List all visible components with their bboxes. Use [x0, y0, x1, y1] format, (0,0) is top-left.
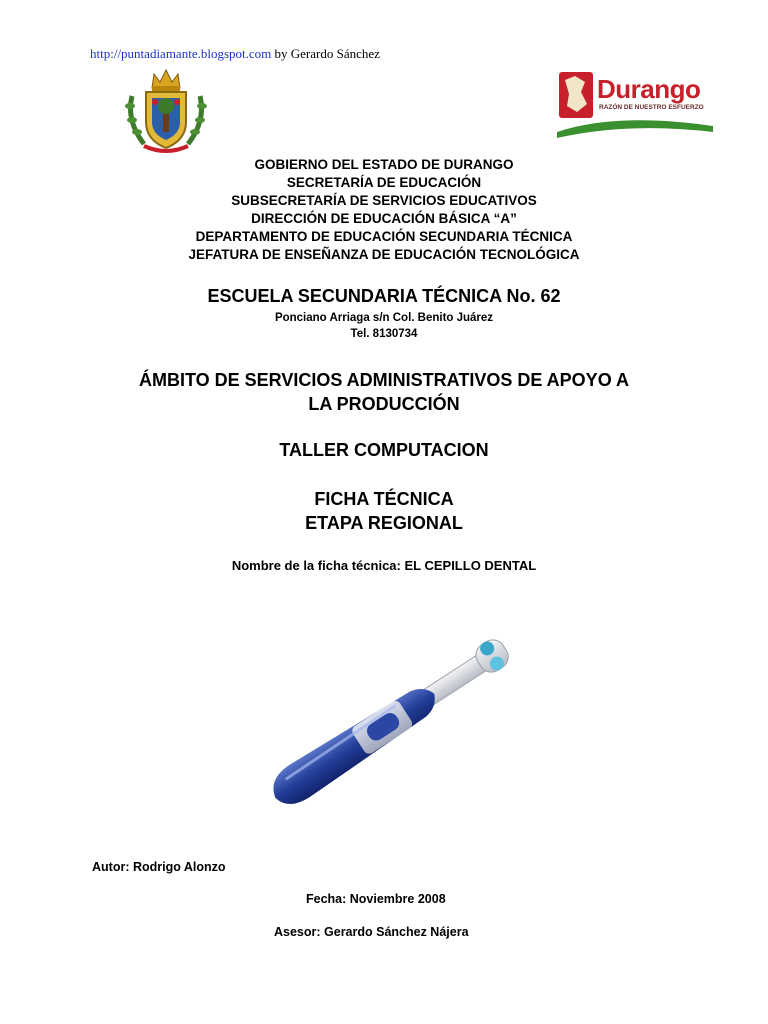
durango-tagline: RAZÓN DE NUESTRO ESFUERZO	[599, 104, 704, 111]
gov-line-1: GOBIERNO DEL ESTADO DE DURANGO	[254, 157, 514, 172]
school-address: Ponciano Arriaga s/n Col. Benito Juárez	[274, 312, 494, 324]
header-source-line	[90, 46, 380, 62]
date-line: Fecha: Noviembre 2008	[306, 892, 446, 906]
school-contact	[0, 310, 768, 342]
gov-line-6: JEFATURA DE ENSEÑANZA DE EDUCACIÓN TECNOLÓGICA	[188, 247, 580, 262]
toothbrush-image	[255, 625, 535, 825]
ambito-line-1: ÁMBITO DE SERVICIOS ADMINISTRATIVOS DE APOYO A	[138, 370, 630, 390]
school-name: ESCUELA SECUNDARIA TÉCNICA No. 62	[207, 286, 561, 306]
ficha-line-2: ETAPA REGIONAL	[305, 513, 463, 533]
ficha-name: Nombre de la ficha técnica: EL CEPILLO DENTAL	[231, 558, 537, 573]
government-heading-block	[0, 156, 768, 264]
blog-link[interactable]: http://puntadiamante.blogspot.com	[90, 46, 272, 61]
gov-line-2: SECRETARÍA DE EDUCACIÓN	[286, 175, 482, 190]
school-phone: Tel. 8130734	[350, 328, 418, 340]
taller-title: TALLER COMPUTACION	[279, 440, 489, 460]
durango-logo	[557, 70, 713, 140]
ambito-title	[0, 368, 768, 416]
gov-line-3: SUBSECRETARÍA DE SERVICIOS EDUCATIVOS	[231, 193, 537, 208]
ambito-line-2: LA PRODUCCIÓN	[308, 394, 460, 414]
durango-wordmark: Durango	[597, 74, 701, 104]
author-line: Autor: Rodrigo Alonzo	[92, 860, 226, 874]
ficha-line-1: FICHA TÉCNICA	[314, 489, 454, 509]
coat-of-arms-logo	[124, 66, 208, 156]
gov-line-5: DEPARTAMENTO DE EDUCACIÓN SECUNDARIA TÉCNICA	[195, 229, 573, 244]
ficha-title	[0, 487, 768, 535]
byline: by Gerardo Sánchez	[271, 46, 380, 61]
advisor-line: Asesor: Gerardo Sánchez Nájera	[274, 925, 469, 939]
gov-line-4: DIRECCIÓN DE EDUCACIÓN BÁSICA “A”	[251, 211, 517, 226]
